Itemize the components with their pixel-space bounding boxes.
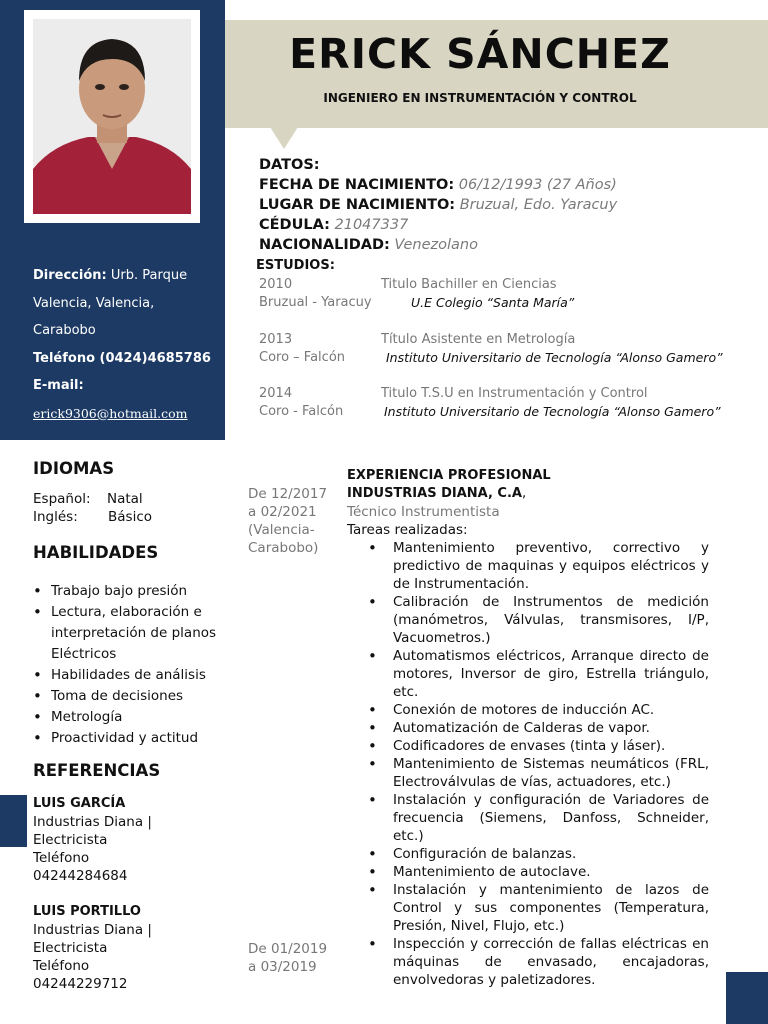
list-item: • Proactividad y actitud	[33, 728, 223, 749]
study-location: Coro - Falcón	[259, 404, 344, 419]
field-value: 21047337	[334, 217, 409, 233]
field-value: Bruzual, Edo. Yaracuy	[459, 197, 618, 213]
email-link[interactable]: erick9306@hotmail.com	[33, 405, 188, 421]
study-entry	[259, 331, 759, 371]
language-level: Básico	[108, 509, 153, 525]
job-title: INGENIERO EN INSTRUMENTACIÓN Y CONTROL	[323, 91, 637, 105]
reference-role: Electricista	[33, 940, 108, 956]
period-line: a 02/2021	[248, 504, 317, 520]
list-item: • Configuración de balanzas.	[347, 845, 709, 863]
experience-period	[248, 940, 327, 976]
list-item: • Lectura, elaboración e interpretación de planos Eléctricos	[33, 602, 223, 665]
list-item: • Calibración de Instrumentos de medición (manómetros, Válvulas, transmisores, I/P, Vacuometros.)	[347, 593, 709, 647]
reference-entry	[33, 795, 223, 885]
study-institution: U.E Colegio “Santa María”	[411, 295, 575, 310]
field-label: LUGAR DE NACIMIENTO:	[259, 197, 456, 213]
study-institution: Instituto Universitario de Tecnología “Alonso Gamero”	[384, 404, 721, 419]
job-role: Técnico Instrumentista	[347, 504, 500, 520]
list-item: • Instalación y mantenimiento de lazos de Control y sus componentes (Temperatura, Presión, Nivel, Flujo, etc.)	[347, 881, 709, 935]
study-year: 2013	[259, 332, 293, 347]
email-label: E-mail:	[33, 378, 84, 393]
address-line: Carabobo	[33, 323, 96, 338]
period-line: De 01/2019	[248, 941, 328, 957]
reference-entry	[33, 903, 223, 993]
company-name: INDUSTRIAS DIANA, C.A,	[347, 486, 527, 501]
study-entry	[259, 385, 759, 425]
period-line: Carabobo)	[248, 540, 319, 556]
reference-phone-label: Teléfono	[33, 958, 90, 974]
field-label: CÉDULA:	[259, 217, 330, 233]
period-line: (Valencia-	[248, 522, 315, 538]
reference-company: Industrias Diana |	[33, 922, 152, 938]
reference-phone: 04244284684	[33, 868, 128, 884]
header-pointer	[270, 127, 298, 149]
study-location: Coro – Falcón	[259, 350, 346, 365]
study-degree: Titulo Bachiller en Ciencias	[381, 277, 557, 292]
field-value: Venezolano	[394, 237, 478, 253]
address-line: Valencia, Valencia,	[33, 295, 155, 311]
tasks-label: Tareas realizadas:	[347, 522, 468, 538]
language-level: Natal	[107, 491, 143, 507]
languages-list	[33, 490, 153, 526]
section-heading: REFERENCIAS	[33, 761, 161, 780]
study-degree: Titulo T.S.U en Instrumentación y Control	[381, 386, 648, 401]
decorative-block	[0, 795, 27, 847]
reference-role: Electricista	[33, 832, 108, 848]
personal-data	[259, 155, 749, 255]
address-label: Dirección:	[33, 268, 107, 283]
list-item: • Inspección y corrección de fallas eléctricas en máquinas de envasado, encajadoras, envolvedoras y paletizadores.	[347, 935, 709, 989]
section-heading: ESTUDIOS:	[256, 258, 335, 273]
language-row	[33, 490, 143, 508]
candidate-name: ERICK SÁNCHEZ	[289, 30, 671, 78]
language-row	[33, 508, 153, 526]
section-heading: HABILIDADES	[33, 543, 159, 562]
study-entry	[259, 276, 759, 316]
section-heading: DATOS:	[259, 157, 320, 173]
profile-photo-frame	[24, 10, 200, 223]
list-item: • Mantenimiento de autoclave.	[347, 863, 709, 881]
section-heading: EXPERIENCIA PROFESIONAL	[347, 468, 551, 483]
phone: Teléfono (0424)4685786	[33, 350, 211, 366]
experience-section	[347, 467, 709, 989]
period-line: a 03/2019	[248, 959, 317, 975]
language-name: Español:	[33, 491, 91, 507]
list-item: • Codificadores de envases (tinta y láser).	[347, 737, 709, 755]
contact-block	[33, 262, 213, 427]
reference-phone: 04244229712	[33, 976, 128, 992]
experience-period	[248, 485, 327, 557]
study-year: 2010	[259, 277, 293, 292]
period-line: De 12/2017	[248, 486, 328, 502]
skills-list	[33, 581, 223, 746]
study-institution: Instituto Universitario de Tecnología “Alonso Gamero”	[386, 350, 723, 365]
reference-phone-label: Teléfono	[33, 850, 90, 866]
study-degree: Título Asistente en Metrología	[381, 332, 576, 347]
list-item: • Trabajo bajo presión	[33, 581, 223, 602]
profile-photo-icon	[33, 19, 191, 214]
address-value: Urb. Parque	[106, 268, 188, 283]
tasks-list	[347, 539, 709, 989]
references-list	[33, 795, 223, 1011]
field-label: NACIONALIDAD:	[259, 237, 390, 253]
address	[33, 262, 213, 290]
language-name: Inglés:	[33, 509, 78, 525]
section-heading: IDIOMAS	[33, 459, 115, 478]
list-item: • Metrología	[33, 707, 223, 728]
reference-name: LUIS GARCÍA	[33, 796, 126, 811]
list-item: • Automatización de Calderas de vapor.	[347, 719, 709, 737]
decorative-block	[726, 972, 768, 1024]
field-value: 06/12/1993 (27 Años)	[458, 177, 617, 193]
field-label: FECHA DE NACIMIENTO:	[259, 177, 455, 193]
list-item: • Mantenimiento de Sistemas neumáticos (FRL, Electroválvulas de vías, actuadores, etc.)	[347, 755, 709, 791]
list-item: • Automatismos eléctricos, Arranque directo de motores, Inversor de giro, Estrella triángulo, etc.	[347, 647, 709, 701]
list-item: • Conexión de motores de inducción AC.	[347, 701, 709, 719]
reference-company: Industrias Diana |	[33, 814, 152, 830]
list-item: • Toma de decisiones	[33, 686, 223, 707]
list-item: • Mantenimiento preventivo, correctivo y predictivo de maquinas y equipos eléctricos y de Instrumentación.	[347, 539, 709, 593]
list-item: • Habilidades de análisis	[33, 665, 223, 686]
profile-photo	[33, 19, 191, 214]
list-item: • Instalación y configuración de Variadores de frecuencia (Siemens, Danfoss, Schneider, etc.)	[347, 791, 709, 845]
reference-name: LUIS PORTILLO	[33, 904, 141, 919]
study-location: Bruzual - Yaracuy	[259, 295, 372, 310]
study-year: 2014	[259, 386, 293, 401]
